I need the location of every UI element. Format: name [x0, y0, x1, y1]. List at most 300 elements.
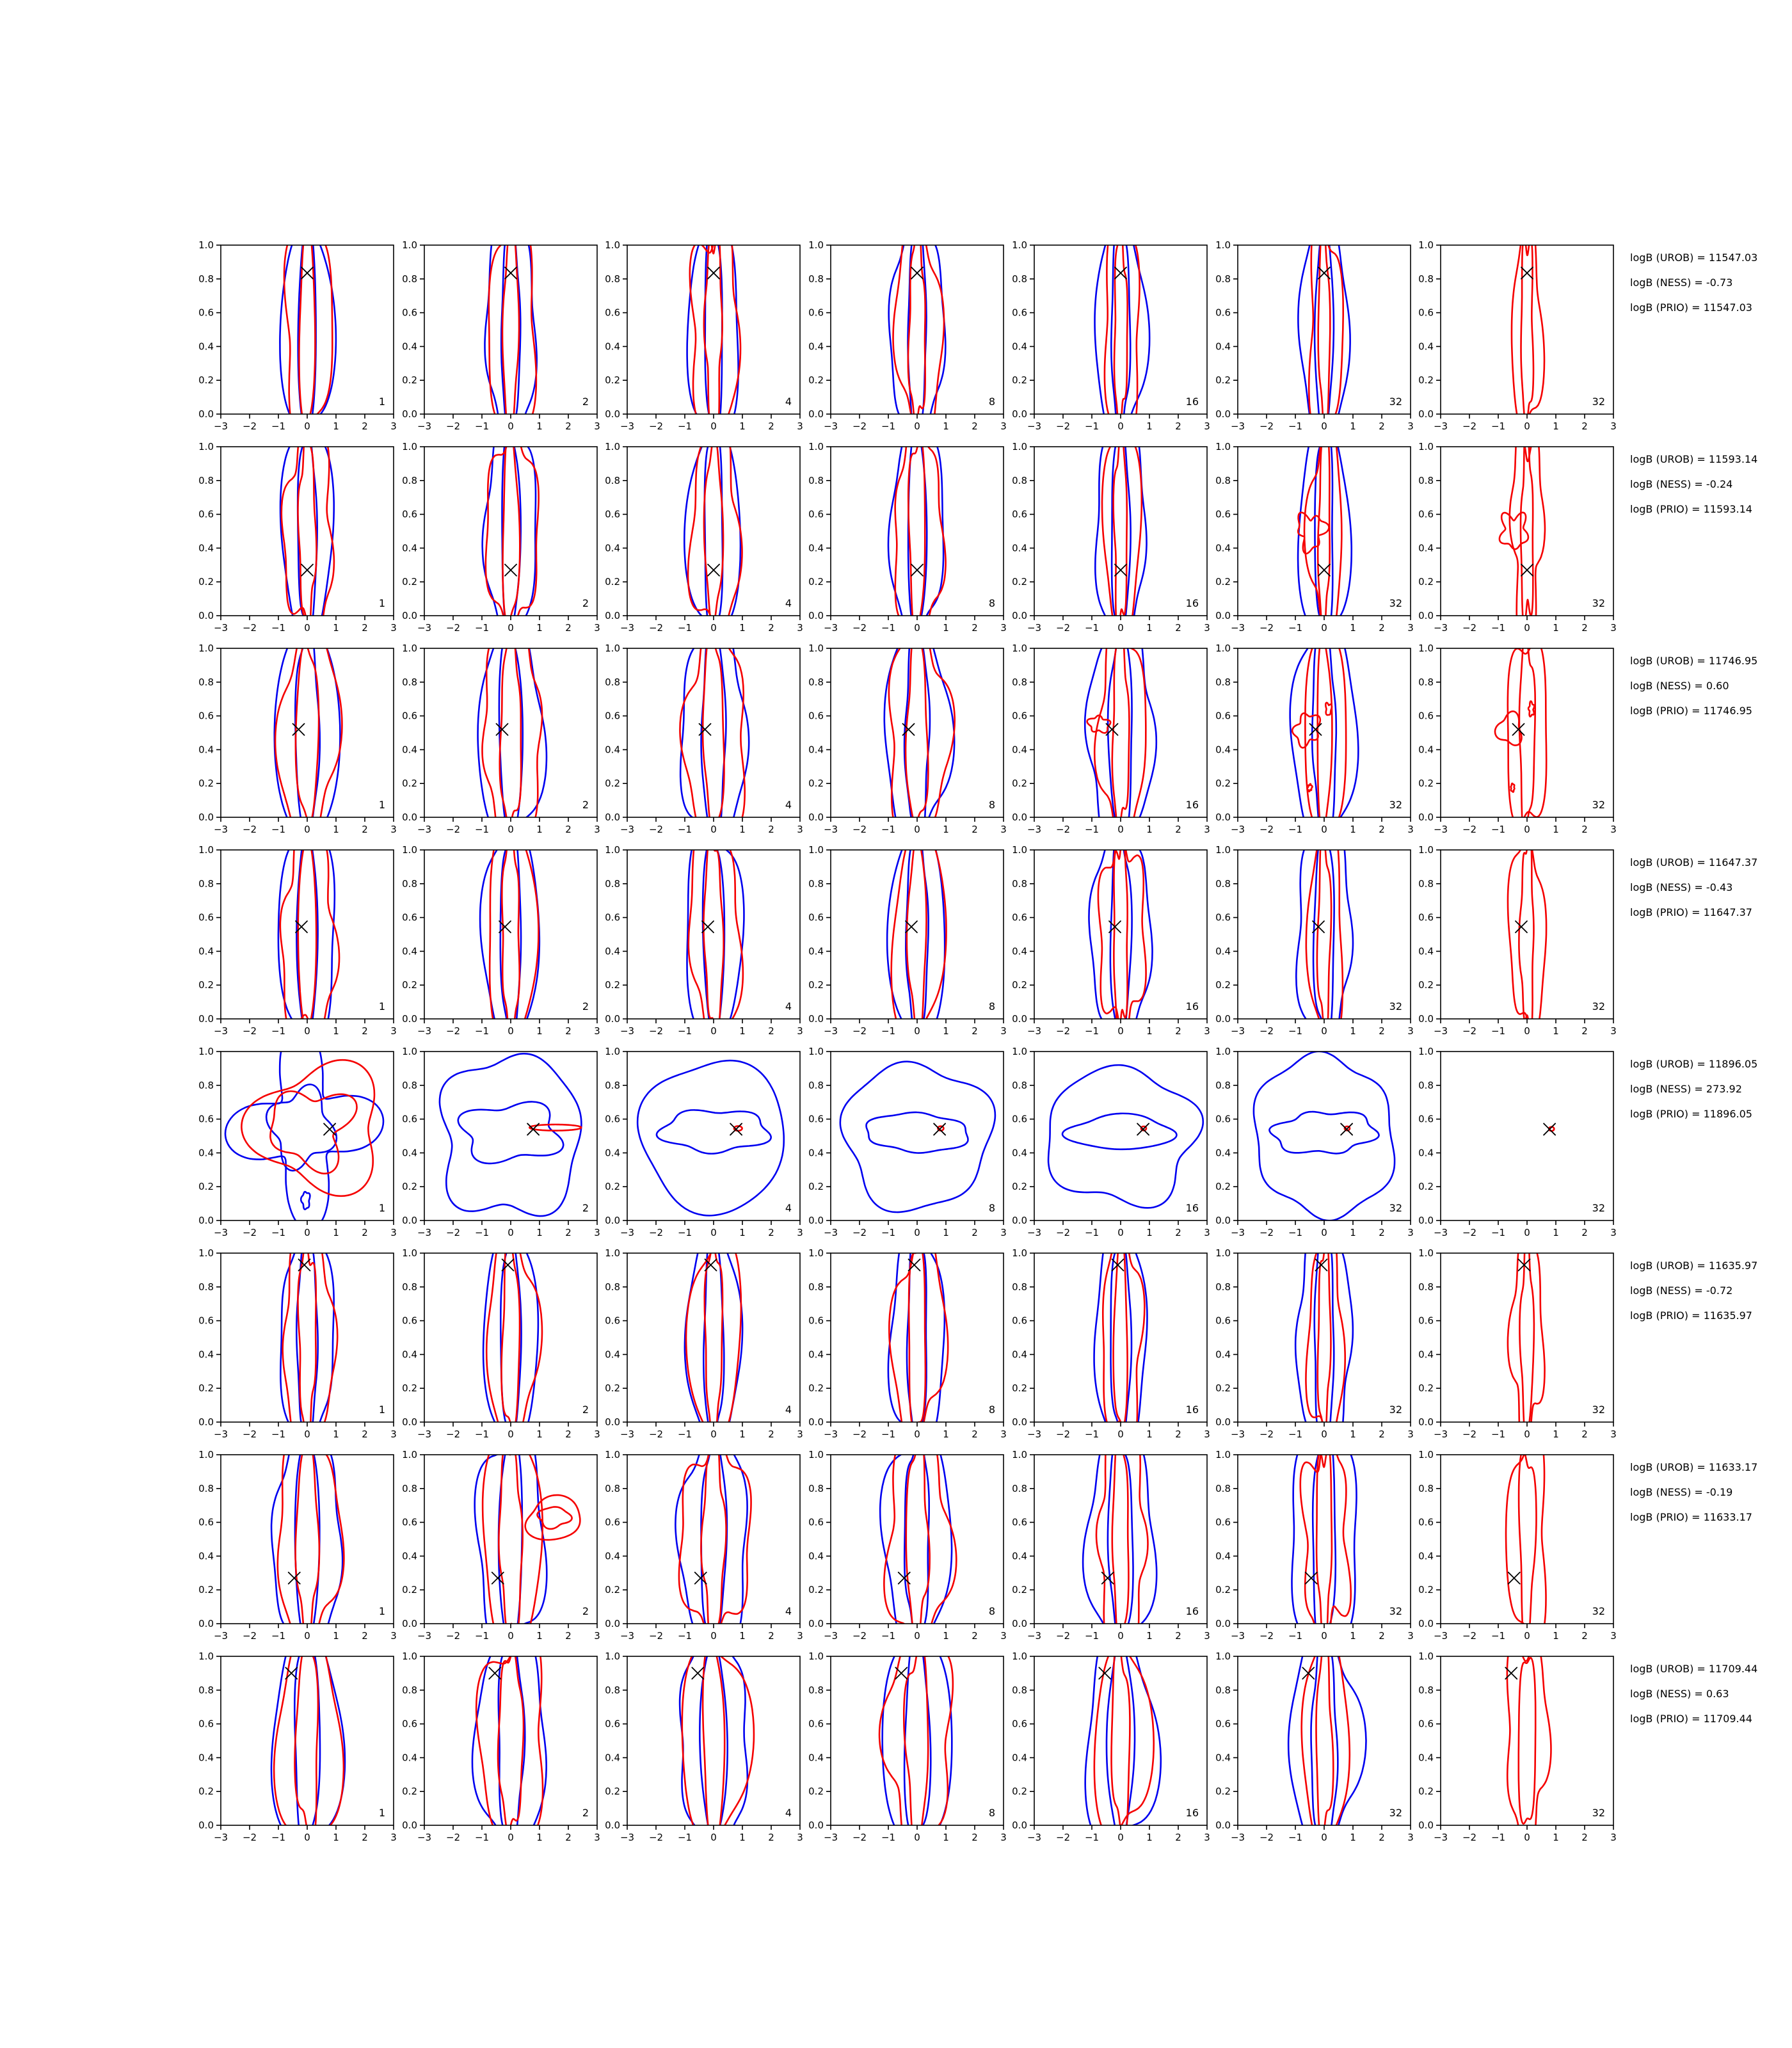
y-tick-label: 0.4: [401, 744, 417, 756]
y-tick-label: 0.0: [198, 1215, 214, 1226]
x-tick-label: 2: [1175, 1025, 1181, 1037]
panel-r1-c4: [791, 239, 1015, 437]
panel-sample-count: 32: [1389, 1807, 1402, 1819]
contour-lines: [480, 844, 540, 1042]
contour-lines: [888, 1247, 948, 1445]
y-tick-label: 0.2: [605, 374, 621, 387]
panel-sample-count: 8: [988, 1000, 996, 1012]
y-tick-label: 0.0: [1011, 812, 1027, 823]
y-tick-label: 0.2: [401, 979, 417, 991]
y-tick-label: 0.2: [401, 1181, 417, 1193]
x-tick-label: −2: [1462, 420, 1477, 432]
y-tick-label: 0.8: [1418, 273, 1434, 285]
x-tick-label: 3: [797, 1630, 804, 1642]
x-tick-label: 0: [1320, 1832, 1327, 1843]
y-tick-label: 0.8: [198, 1281, 214, 1293]
contour-blue-0: [680, 1650, 748, 1848]
panel-r5-c3: [588, 1045, 812, 1244]
x-tick-label: −1: [1288, 420, 1302, 432]
contour-lines: [680, 1650, 754, 1848]
y-tick-label: 0.6: [198, 1718, 214, 1730]
x-tick-label: 2: [1581, 420, 1588, 432]
y-tick-label: 0.4: [198, 1147, 214, 1159]
x-tick-label: 3: [1204, 1428, 1210, 1440]
y-tick-label: 0.4: [605, 1752, 621, 1764]
y-tick-label: 0.4: [808, 340, 824, 353]
x-tick-label: −3: [824, 1428, 838, 1440]
x-tick-label: −1: [1491, 1630, 1506, 1642]
axes-box: [1238, 850, 1411, 1019]
contour-blue-1: [501, 239, 520, 430]
x-tick-label: 3: [797, 1832, 804, 1843]
contour-red-2: [1094, 642, 1146, 840]
contour-red-5: [1325, 703, 1332, 715]
y-tick-label: 0.0: [605, 1416, 621, 1428]
y-tick-label: 0.8: [198, 474, 214, 486]
panel-r6-c1: [181, 1247, 405, 1445]
y-tick-label: 0.2: [808, 1382, 824, 1395]
y-tick-label: 0.0: [401, 1215, 417, 1226]
contour-red-2: [1300, 1448, 1350, 1647]
x-tick-label: −2: [649, 1630, 664, 1642]
axes-box: [1034, 850, 1207, 1019]
x-tick-label: 3: [593, 1227, 600, 1238]
panel-sample-count: 32: [1389, 396, 1402, 408]
x-tick-label: 3: [1610, 824, 1617, 835]
x-tick-label: −1: [271, 1832, 286, 1843]
logb-prio-text: logB (PRIO) = 11635.97: [1630, 1309, 1752, 1322]
panel-r3-c3: [588, 642, 812, 840]
true-parameter-x-marker: [1341, 1123, 1352, 1135]
y-tick-label: 1.0: [198, 1247, 214, 1259]
axes-box: [1034, 245, 1207, 414]
x-tick-label: 0: [710, 824, 717, 835]
x-tick-label: −3: [1434, 420, 1448, 432]
contour-lines: [1083, 1448, 1156, 1647]
y-tick-label: 1.0: [605, 1046, 621, 1057]
y-tick-label: 0.8: [1215, 1482, 1231, 1494]
y-tick-label: 0.6: [198, 911, 214, 924]
x-tick-label: 1: [1146, 1832, 1153, 1843]
panel-r1-c5: [995, 239, 1219, 437]
y-tick-label: 0.4: [198, 1348, 214, 1361]
x-tick-label: 3: [797, 1227, 804, 1238]
panel-r6-c5: [995, 1247, 1219, 1445]
contour-lines: [1507, 1650, 1551, 1848]
y-tick-label: 0.8: [808, 877, 824, 890]
x-tick-label: −1: [271, 1630, 286, 1642]
contour-lines: [280, 239, 336, 437]
y-tick-label: 0.8: [1215, 273, 1231, 285]
contour-blue-1: [701, 1448, 727, 1633]
y-tick-label: 0.0: [605, 1820, 621, 1831]
x-tick-label: 2: [362, 1630, 368, 1642]
x-tick-label: 3: [797, 622, 804, 634]
y-tick-label: 0.2: [1418, 1786, 1434, 1798]
contour-red-2: [895, 440, 946, 634]
y-tick-label: 0.8: [808, 1079, 824, 1091]
y-tick-label: 0.0: [401, 1416, 417, 1428]
contour-blue-1: [498, 1650, 524, 1846]
axes-box: [831, 447, 1004, 616]
panel-sample-count: 32: [1592, 1807, 1606, 1819]
x-tick-label: −1: [271, 1428, 286, 1440]
logb-ness-text: logB (NESS) = 0.63: [1630, 1688, 1729, 1700]
panel-r8-c5: [995, 1650, 1219, 1848]
y-tick-label: 0.2: [1215, 1786, 1231, 1798]
x-tick-label: 2: [1175, 420, 1181, 432]
true-parameter-x-marker: [301, 564, 313, 576]
y-tick-label: 0.0: [198, 1013, 214, 1025]
contour-blue-0: [440, 1053, 582, 1216]
contour-red-3: [1113, 1247, 1127, 1425]
y-tick-label: 0.6: [198, 1113, 214, 1125]
x-tick-label: −3: [1230, 1227, 1245, 1238]
x-tick-label: 0: [304, 1630, 310, 1642]
x-tick-label: 3: [797, 420, 804, 432]
x-tick-label: 2: [362, 1428, 368, 1440]
x-tick-label: −2: [445, 1025, 460, 1037]
x-tick-label: −1: [881, 1428, 896, 1440]
contour-red-3: [1316, 1650, 1333, 1839]
x-tick-label: 1: [1349, 622, 1356, 634]
contour-red-2: [892, 844, 947, 1039]
axes-box: [221, 1455, 394, 1624]
y-tick-label: 0.8: [401, 474, 417, 486]
y-tick-label: 0.0: [605, 1215, 621, 1226]
x-tick-label: 3: [593, 622, 600, 634]
x-tick-label: 3: [593, 1630, 600, 1642]
contour-lines: [1288, 1650, 1366, 1848]
x-tick-label: 1: [739, 1428, 746, 1440]
axes-box: [1441, 1253, 1613, 1422]
y-tick-label: 1.0: [1418, 441, 1434, 452]
x-tick-label: 3: [797, 824, 804, 835]
axes-box: [1441, 1052, 1613, 1220]
x-tick-label: 1: [333, 622, 339, 634]
panel-sample-count: 32: [1592, 396, 1606, 408]
x-tick-label: 2: [564, 1630, 572, 1642]
y-tick-label: 0.8: [401, 1079, 417, 1091]
x-tick-label: −1: [1491, 1428, 1506, 1440]
y-tick-label: 1.0: [1011, 1449, 1027, 1460]
x-tick-label: −2: [1259, 622, 1274, 634]
x-tick-label: −2: [1055, 420, 1070, 432]
contour-red-2: [282, 440, 334, 639]
y-tick-label: 0.6: [605, 911, 621, 924]
x-tick-label: 0: [1117, 622, 1124, 634]
y-tick-label: 0.0: [605, 610, 621, 621]
axes-box: [1441, 648, 1613, 817]
panel-r3-c1: [181, 642, 405, 840]
contour-lines: [474, 642, 546, 840]
contour-lines: [1085, 1650, 1160, 1843]
x-tick-label: 1: [1553, 1630, 1559, 1642]
x-tick-label: 3: [1407, 1832, 1414, 1843]
y-tick-label: 1.0: [808, 1046, 824, 1057]
contour-lines: [484, 239, 536, 437]
y-tick-label: 0.4: [1215, 1752, 1231, 1764]
panel-sample-count: 32: [1592, 1202, 1606, 1214]
axes-box: [424, 1656, 597, 1825]
panel-sample-count: 32: [1389, 1000, 1402, 1012]
x-tick-label: −2: [242, 824, 257, 835]
x-tick-label: 1: [1349, 824, 1356, 835]
x-tick-label: 0: [1320, 1025, 1327, 1037]
y-tick-label: 0.4: [1215, 1348, 1231, 1361]
axes-box: [221, 648, 394, 817]
contour-lines: [680, 642, 749, 840]
panel-sample-count: 4: [785, 1605, 792, 1617]
y-tick-label: 0.4: [1418, 945, 1434, 957]
x-tick-label: 3: [1407, 1025, 1414, 1037]
y-tick-label: 0.8: [1011, 877, 1027, 890]
y-tick-label: 0.4: [605, 1550, 621, 1562]
x-tick-label: 1: [1349, 1227, 1356, 1238]
panel-r1-c6: [1198, 239, 1422, 437]
x-tick-label: 1: [1146, 1428, 1153, 1440]
x-tick-label: 0: [1524, 1630, 1530, 1642]
x-tick-label: −3: [1230, 1428, 1245, 1440]
panel-r6-c4: [791, 1247, 1015, 1445]
contour-lines: [271, 1448, 344, 1647]
x-tick-label: 3: [593, 420, 600, 432]
x-tick-label: 1: [1146, 1227, 1153, 1238]
x-tick-label: 3: [390, 420, 397, 432]
y-tick-label: 0.6: [1011, 1113, 1027, 1125]
logb-urob-text: logB (UROB) = 11647.37: [1630, 856, 1758, 868]
y-tick-label: 0.8: [401, 273, 417, 285]
x-tick-label: −3: [620, 1025, 635, 1037]
logb-urob-text: logB (UROB) = 11746.95: [1630, 655, 1758, 667]
x-tick-label: 0: [1524, 1428, 1530, 1440]
y-tick-label: 0.6: [605, 508, 621, 520]
panel-sample-count: 2: [582, 799, 589, 811]
axes-box: [221, 245, 394, 414]
axes-box: [627, 1656, 800, 1825]
x-tick-label: 2: [1175, 1832, 1181, 1843]
y-tick-label: 0.0: [808, 1013, 824, 1025]
logb-ness-text: logB (NESS) = -0.24: [1630, 478, 1733, 490]
x-tick-label: −2: [1055, 1832, 1070, 1843]
contour-blue-0: [483, 1247, 538, 1444]
x-tick-label: 2: [972, 1630, 978, 1642]
x-tick-label: −1: [1084, 1832, 1099, 1843]
x-tick-label: 0: [914, 824, 920, 835]
axes-box: [627, 1052, 800, 1220]
x-tick-label: −2: [1259, 1025, 1274, 1037]
x-tick-label: 1: [536, 622, 543, 634]
x-tick-label: 1: [1349, 1832, 1356, 1843]
panel-sample-count: 8: [988, 1605, 996, 1617]
x-tick-label: 0: [914, 1025, 920, 1037]
x-tick-label: 3: [593, 1428, 600, 1440]
y-tick-label: 1.0: [401, 1046, 417, 1057]
x-tick-label: 3: [1204, 824, 1210, 835]
panel-r5-c7: [1401, 1045, 1625, 1244]
y-tick-label: 0.4: [1011, 542, 1027, 554]
contour-blue-1: [458, 1101, 563, 1163]
x-tick-label: 1: [333, 1025, 339, 1037]
x-tick-label: 1: [739, 824, 746, 835]
x-tick-label: 0: [1320, 1428, 1327, 1440]
y-tick-label: 0.6: [1215, 1113, 1231, 1125]
y-tick-label: 0.2: [401, 576, 417, 588]
axes-box: [1238, 245, 1411, 414]
y-tick-label: 0.8: [1215, 474, 1231, 486]
panel-sample-count: 1: [378, 1605, 385, 1617]
panel-r4-c2: [385, 844, 609, 1042]
panel-r8-c7: [1401, 1650, 1625, 1848]
panel-sample-count: 32: [1592, 1605, 1606, 1617]
x-tick-label: 1: [536, 824, 543, 835]
panel-sample-count: 4: [785, 1000, 792, 1012]
panel-r4-c3: [588, 844, 812, 1042]
y-tick-label: 0.4: [808, 945, 824, 957]
contour-blue-0: [1048, 1065, 1203, 1208]
panel-r1-c3: [588, 239, 812, 437]
x-tick-label: 1: [1553, 1025, 1559, 1037]
x-tick-label: −3: [620, 622, 635, 634]
x-tick-label: −1: [474, 1227, 489, 1238]
axes-box: [1441, 1656, 1613, 1825]
y-tick-label: 0.8: [605, 1281, 621, 1293]
x-tick-label: −1: [1084, 1025, 1099, 1037]
y-tick-label: 1.0: [605, 643, 621, 654]
x-tick-label: −3: [417, 1630, 431, 1642]
panel-r5-c2: [385, 1045, 609, 1244]
y-tick-label: 0.8: [1011, 1482, 1027, 1494]
contour-lines: [271, 1650, 345, 1846]
y-tick-label: 0.8: [1215, 877, 1231, 890]
x-tick-label: −3: [213, 824, 228, 835]
x-tick-label: −1: [1084, 824, 1099, 835]
y-tick-label: 1.0: [808, 844, 824, 856]
true-parameter-x-marker: [301, 268, 313, 279]
x-tick-label: −1: [881, 420, 896, 432]
y-tick-label: 0.8: [1215, 1684, 1231, 1696]
x-tick-label: −3: [620, 1832, 635, 1843]
panel-sample-count: 1: [378, 597, 385, 609]
x-tick-label: 2: [768, 1227, 775, 1238]
y-tick-label: 0.0: [605, 1013, 621, 1025]
contour-blue-0: [887, 844, 945, 1039]
contour-lines: [880, 1448, 956, 1647]
x-tick-label: 3: [390, 1832, 397, 1843]
x-tick-label: 1: [333, 1630, 339, 1642]
contour-lines: [638, 1060, 785, 1215]
y-tick-label: 0.2: [808, 1786, 824, 1798]
contour-lines: [472, 1650, 547, 1848]
panel-sample-count: 8: [988, 799, 996, 811]
x-tick-label: −2: [649, 1025, 664, 1037]
y-tick-label: 0.4: [1418, 1348, 1434, 1361]
contour-red-3: [909, 1247, 925, 1428]
y-tick-label: 0.8: [808, 1482, 824, 1494]
y-tick-label: 1.0: [1011, 643, 1027, 654]
y-tick-label: 0.4: [198, 1752, 214, 1764]
x-tick-label: 2: [972, 1227, 978, 1238]
x-tick-label: 3: [1610, 622, 1617, 634]
y-tick-label: 0.0: [605, 1618, 621, 1629]
y-tick-label: 1.0: [401, 1247, 417, 1259]
y-tick-label: 0.8: [1215, 676, 1231, 688]
x-tick-label: 0: [1524, 420, 1530, 432]
contour-lines: [1298, 239, 1350, 437]
panel-sample-count: 32: [1389, 1605, 1402, 1617]
x-tick-label: 0: [1320, 824, 1327, 835]
x-tick-label: −1: [678, 1832, 692, 1843]
x-tick-label: 3: [390, 1428, 397, 1440]
contour-blue-0: [1083, 1448, 1156, 1644]
true-parameter-x-marker: [895, 1667, 907, 1679]
x-tick-label: 0: [1117, 1630, 1124, 1642]
y-tick-label: 1.0: [401, 441, 417, 452]
logb-ness-text: logB (NESS) = -0.73: [1630, 276, 1733, 289]
y-tick-label: 0.2: [605, 1181, 621, 1193]
y-tick-label: 0.0: [401, 408, 417, 420]
axes-box: [831, 1253, 1004, 1422]
x-tick-label: 1: [739, 1832, 746, 1843]
x-tick-label: −1: [678, 1227, 692, 1238]
y-tick-label: 0.0: [1418, 1013, 1434, 1025]
contour-lines: [687, 239, 740, 435]
x-tick-label: 2: [362, 1025, 368, 1037]
x-tick-label: −3: [1434, 824, 1448, 835]
panel-sample-count: 16: [1185, 1202, 1199, 1214]
y-tick-label: 1.0: [1215, 844, 1231, 856]
y-tick-label: 0.4: [605, 744, 621, 756]
x-tick-label: 1: [536, 1832, 543, 1843]
y-tick-label: 0.8: [1011, 1684, 1027, 1696]
x-tick-label: 2: [1378, 1025, 1385, 1037]
y-tick-label: 0.4: [1011, 1147, 1027, 1159]
contour-red-4: [1298, 513, 1329, 554]
x-tick-label: −1: [1491, 622, 1506, 634]
axes-box: [1238, 1253, 1411, 1422]
contour-blue-0: [889, 239, 946, 433]
x-tick-label: 2: [972, 420, 978, 432]
panel-sample-count: 16: [1185, 597, 1199, 609]
x-tick-label: −2: [445, 420, 460, 432]
y-tick-label: 0.6: [1418, 1516, 1434, 1528]
x-tick-label: 3: [593, 1832, 600, 1843]
x-tick-label: 0: [1524, 622, 1530, 634]
x-tick-label: −2: [445, 1428, 460, 1440]
x-tick-label: −3: [824, 1630, 838, 1642]
y-tick-label: 0.8: [1011, 676, 1027, 688]
x-tick-label: −1: [1288, 1227, 1302, 1238]
panel-r6-c6: [1198, 1247, 1422, 1445]
panel-r4-c1: [181, 844, 405, 1042]
contour-lines: [1508, 1247, 1545, 1445]
x-tick-label: −3: [1230, 1832, 1245, 1843]
x-tick-label: −1: [1084, 1630, 1099, 1642]
x-tick-label: 1: [739, 1025, 746, 1037]
x-tick-label: 0: [914, 1630, 920, 1642]
y-tick-label: 0.0: [401, 610, 417, 621]
panel-sample-count: 4: [785, 597, 792, 609]
x-tick-label: −3: [824, 1227, 838, 1238]
contour-red-2: [283, 1247, 338, 1444]
x-tick-label: 0: [1320, 622, 1327, 634]
contour-red-3: [1317, 642, 1332, 831]
y-tick-label: 0.8: [1215, 1079, 1231, 1091]
x-tick-label: 1: [333, 420, 339, 432]
y-tick-label: 0.8: [1011, 1281, 1027, 1293]
x-tick-label: −2: [242, 1428, 257, 1440]
x-tick-label: −2: [649, 1832, 664, 1843]
